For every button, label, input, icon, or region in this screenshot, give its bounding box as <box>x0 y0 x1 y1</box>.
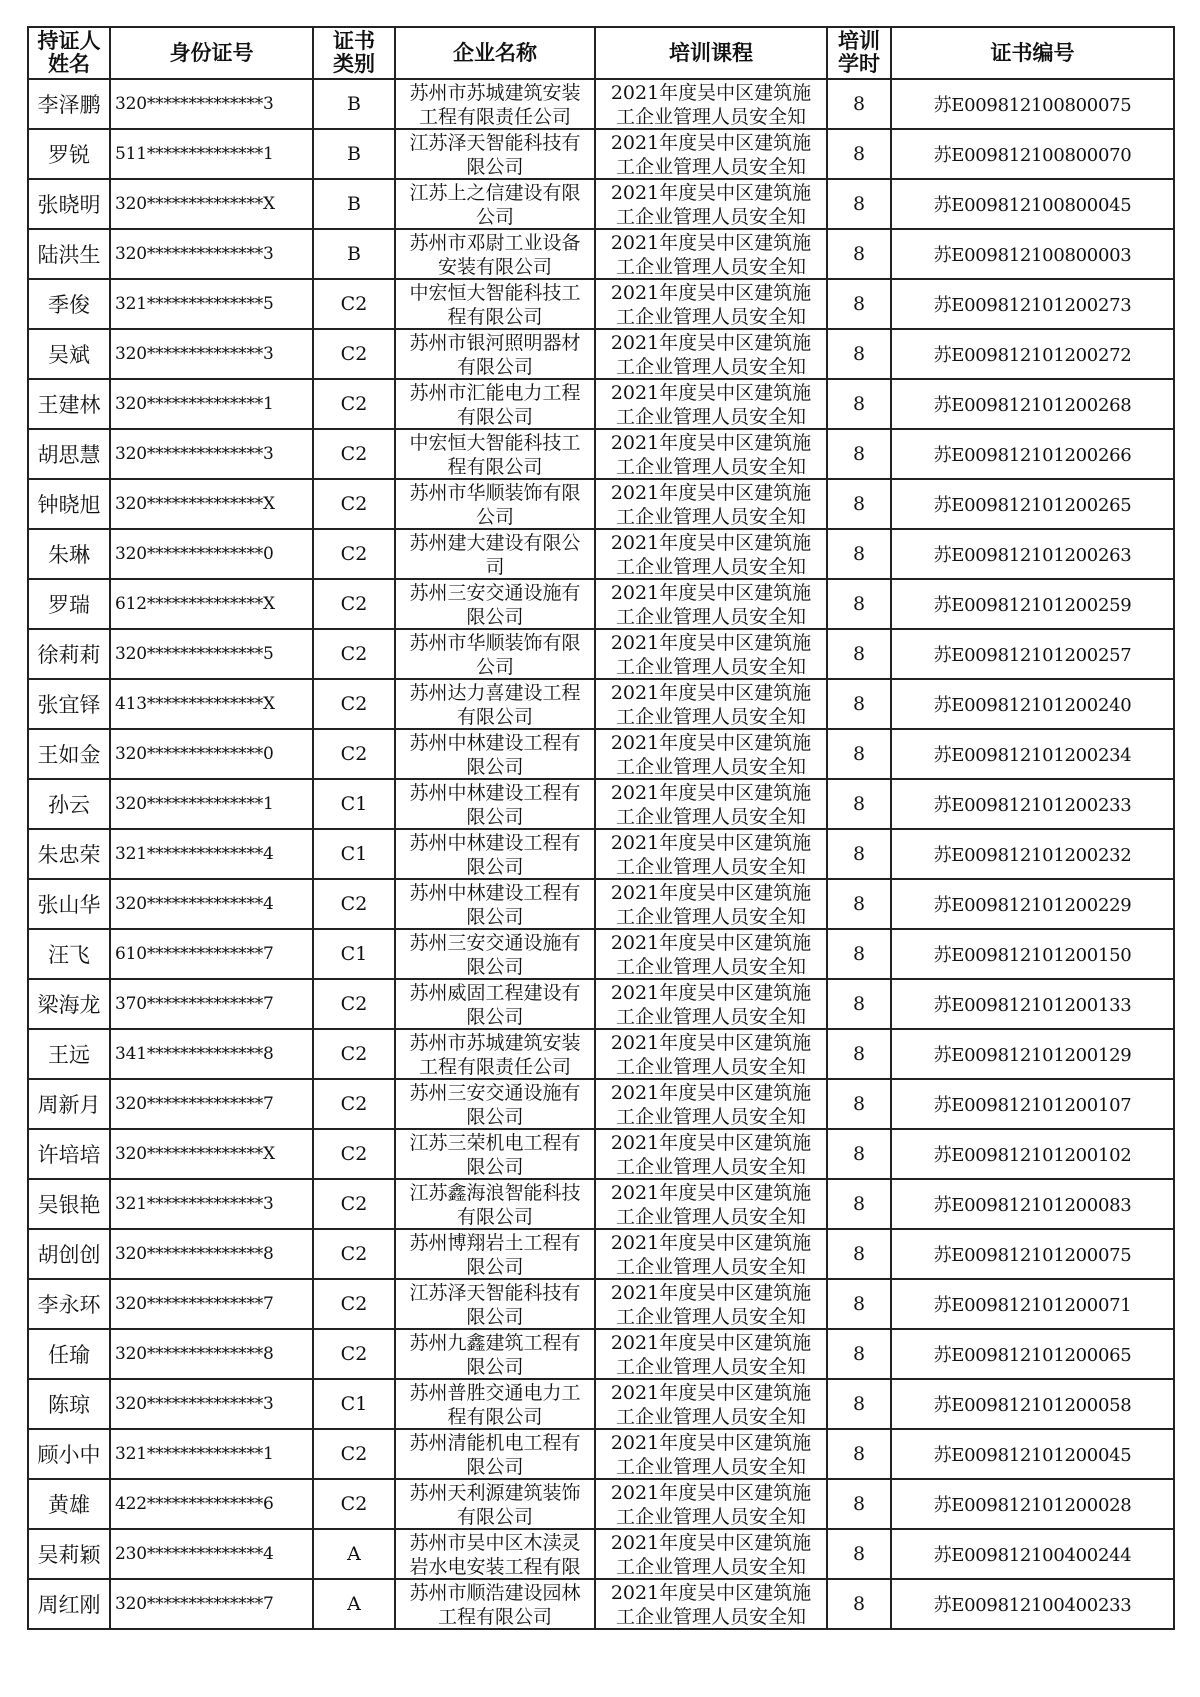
id-number: 320**************X <box>110 1129 313 1179</box>
holder-name: 王建林 <box>28 379 110 429</box>
cert-number: 苏E009812101200234 <box>891 729 1174 779</box>
training-hours: 8 <box>827 1029 891 1079</box>
training-course: 2021年度吴中区建筑施 工企业管理人员安全知 <box>595 1129 827 1179</box>
id-number: 320**************0 <box>110 729 313 779</box>
table-row <box>28 729 1174 779</box>
table-row <box>28 229 1174 279</box>
training-hours: 8 <box>827 479 891 529</box>
training-course: 2021年度吴中区建筑施 工企业管理人员安全知 <box>595 679 827 729</box>
holder-name: 张山华 <box>28 879 110 929</box>
cert-number: 苏E009812100800045 <box>891 179 1174 229</box>
table-row <box>28 679 1174 729</box>
id-number: 320**************3 <box>110 1379 313 1429</box>
cert-category: C2 <box>313 879 395 929</box>
company-name: 苏州达力喜建设工程 有限公司 <box>395 679 595 729</box>
holder-name: 徐莉莉 <box>28 629 110 679</box>
training-course: 2021年度吴中区建筑施 工企业管理人员安全知 <box>595 929 827 979</box>
header-training-course: 培训课程 <box>595 27 827 79</box>
holder-name: 李永环 <box>28 1279 110 1329</box>
cert-number: 苏E009812101200133 <box>891 979 1174 1029</box>
cert-category: C2 <box>313 429 395 479</box>
cert-number: 苏E009812101200240 <box>891 679 1174 729</box>
cert-category: C2 <box>313 279 395 329</box>
company-name: 江苏泽天智能科技有 限公司 <box>395 129 595 179</box>
id-number: 612**************X <box>110 579 313 629</box>
training-hours: 8 <box>827 129 891 179</box>
holder-name: 李泽鹏 <box>28 79 110 129</box>
training-course: 2021年度吴中区建筑施 工企业管理人员安全知 <box>595 829 827 879</box>
cert-number: 苏E009812101200229 <box>891 879 1174 929</box>
training-hours: 8 <box>827 1379 891 1429</box>
training-course: 2021年度吴中区建筑施 工企业管理人员安全知 <box>595 1529 827 1579</box>
table-row <box>28 1529 1174 1579</box>
holder-name: 张晓明 <box>28 179 110 229</box>
company-name: 苏州三安交通设施有 限公司 <box>395 929 595 979</box>
training-course: 2021年度吴中区建筑施 工企业管理人员安全知 <box>595 179 827 229</box>
training-course: 2021年度吴中区建筑施 工企业管理人员安全知 <box>595 1429 827 1479</box>
company-name: 中宏恒大智能科技工 程有限公司 <box>395 429 595 479</box>
table-row <box>28 1579 1174 1629</box>
table-row <box>28 1129 1174 1179</box>
id-number: 320**************3 <box>110 329 313 379</box>
id-number: 320**************1 <box>110 779 313 829</box>
header-company-name: 企业名称 <box>395 27 595 79</box>
cert-category: B <box>313 79 395 129</box>
id-number: 320**************X <box>110 179 313 229</box>
training-hours: 8 <box>827 179 891 229</box>
company-name: 苏州清能机电工程有 限公司 <box>395 1429 595 1479</box>
training-course: 2021年度吴中区建筑施 工企业管理人员安全知 <box>595 1229 827 1279</box>
holder-name: 梁海龙 <box>28 979 110 1029</box>
id-number: 321**************3 <box>110 1179 313 1229</box>
id-number: 320**************1 <box>110 379 313 429</box>
training-course: 2021年度吴中区建筑施 工企业管理人员安全知 <box>595 779 827 829</box>
training-course: 2021年度吴中区建筑施 工企业管理人员安全知 <box>595 979 827 1029</box>
company-name: 苏州三安交通设施有 限公司 <box>395 579 595 629</box>
header-cert-number: 证书编号 <box>891 27 1174 79</box>
cert-category: C2 <box>313 329 395 379</box>
training-hours: 8 <box>827 629 891 679</box>
holder-name: 周红刚 <box>28 1579 110 1629</box>
holder-name: 周新月 <box>28 1079 110 1129</box>
holder-name: 朱忠荣 <box>28 829 110 879</box>
cert-category: C2 <box>313 1029 395 1079</box>
cert-category: C2 <box>313 1179 395 1229</box>
company-name: 苏州市汇能电力工程 有限公司 <box>395 379 595 429</box>
training-course: 2021年度吴中区建筑施 工企业管理人员安全知 <box>595 1029 827 1079</box>
training-course: 2021年度吴中区建筑施 工企业管理人员安全知 <box>595 479 827 529</box>
cert-number: 苏E009812101200266 <box>891 429 1174 479</box>
table-row <box>28 379 1174 429</box>
company-name: 苏州市华顺装饰有限 公司 <box>395 629 595 679</box>
cert-category: C1 <box>313 829 395 879</box>
training-course: 2021年度吴中区建筑施 工企业管理人员安全知 <box>595 1279 827 1329</box>
training-hours: 8 <box>827 779 891 829</box>
training-course: 2021年度吴中区建筑施 工企业管理人员安全知 <box>595 729 827 779</box>
header-row <box>28 27 1174 79</box>
cert-category: C2 <box>313 579 395 629</box>
company-name: 苏州市邓尉工业设备 安装有限公司 <box>395 229 595 279</box>
company-name: 江苏三荣机电工程有 限公司 <box>395 1129 595 1179</box>
cert-number: 苏E009812101200102 <box>891 1129 1174 1179</box>
holder-name: 吴莉颖 <box>28 1529 110 1579</box>
training-course: 2021年度吴中区建筑施 工企业管理人员安全知 <box>595 529 827 579</box>
id-number: 320**************0 <box>110 529 313 579</box>
table-row <box>28 1229 1174 1279</box>
id-number: 341**************8 <box>110 1029 313 1079</box>
table-row <box>28 829 1174 879</box>
table-row <box>28 129 1174 179</box>
training-hours: 8 <box>827 579 891 629</box>
cert-category: C2 <box>313 1329 395 1379</box>
cert-category: C1 <box>313 779 395 829</box>
cert-number: 苏E009812100400244 <box>891 1529 1174 1579</box>
id-number: 320**************8 <box>110 1329 313 1379</box>
cert-category: C1 <box>313 1379 395 1429</box>
holder-name: 王如金 <box>28 729 110 779</box>
holder-name: 吴斌 <box>28 329 110 379</box>
holder-name: 胡创创 <box>28 1229 110 1279</box>
id-number: 320**************7 <box>110 1079 313 1129</box>
table-row <box>28 479 1174 529</box>
training-course: 2021年度吴中区建筑施 工企业管理人员安全知 <box>595 129 827 179</box>
holder-name: 罗瑞 <box>28 579 110 629</box>
cert-category: B <box>313 179 395 229</box>
table-row <box>28 329 1174 379</box>
training-hours: 8 <box>827 729 891 779</box>
cert-number: 苏E009812101200233 <box>891 779 1174 829</box>
cert-number: 苏E009812100800070 <box>891 129 1174 179</box>
training-course: 2021年度吴中区建筑施 工企业管理人员安全知 <box>595 429 827 479</box>
cert-category: C2 <box>313 1129 395 1179</box>
table-row <box>28 179 1174 229</box>
table-row <box>28 979 1174 1029</box>
cert-number: 苏E009812101200058 <box>891 1379 1174 1429</box>
training-hours: 8 <box>827 229 891 279</box>
company-name: 苏州中林建设工程有 限公司 <box>395 879 595 929</box>
training-hours: 8 <box>827 1529 891 1579</box>
id-number: 320**************7 <box>110 1579 313 1629</box>
holder-name: 季俊 <box>28 279 110 329</box>
id-number: 320**************3 <box>110 429 313 479</box>
cert-category: C2 <box>313 979 395 1029</box>
table-row <box>28 279 1174 329</box>
company-name: 苏州建大建设有限公 司 <box>395 529 595 579</box>
company-name: 苏州博翔岩土工程有 限公司 <box>395 1229 595 1279</box>
company-name: 江苏鑫海浪智能科技 有限公司 <box>395 1179 595 1229</box>
training-hours: 8 <box>827 1179 891 1229</box>
cert-number: 苏E009812101200045 <box>891 1429 1174 1479</box>
training-hours: 8 <box>827 679 891 729</box>
id-number: 320**************5 <box>110 629 313 679</box>
holder-name: 孙云 <box>28 779 110 829</box>
id-number: 321**************1 <box>110 1429 313 1479</box>
training-hours: 8 <box>827 1229 891 1279</box>
table-row <box>28 1279 1174 1329</box>
cert-number: 苏E009812101200273 <box>891 279 1174 329</box>
cert-number: 苏E009812101200065 <box>891 1329 1174 1379</box>
table-row <box>28 1479 1174 1529</box>
cert-category: B <box>313 129 395 179</box>
company-name: 苏州九鑫建筑工程有 限公司 <box>395 1329 595 1379</box>
training-hours: 8 <box>827 929 891 979</box>
training-course: 2021年度吴中区建筑施 工企业管理人员安全知 <box>595 1379 827 1429</box>
table-row <box>28 579 1174 629</box>
training-course: 2021年度吴中区建筑施 工企业管理人员安全知 <box>595 879 827 929</box>
cert-number: 苏E009812101200265 <box>891 479 1174 529</box>
cert-number: 苏E009812101200150 <box>891 929 1174 979</box>
header-holder-name: 持证人 姓名 <box>28 27 110 79</box>
table-row <box>28 79 1174 129</box>
training-hours: 8 <box>827 1129 891 1179</box>
cert-number: 苏E009812100800003 <box>891 229 1174 279</box>
table-row <box>28 1179 1174 1229</box>
holder-name: 钟晓旭 <box>28 479 110 529</box>
company-name: 苏州中林建设工程有 限公司 <box>395 829 595 879</box>
holder-name: 陆洪生 <box>28 229 110 279</box>
certificate-table <box>27 26 1175 1630</box>
cert-category: C2 <box>313 1229 395 1279</box>
company-name: 中宏恒大智能科技工 程有限公司 <box>395 279 595 329</box>
training-hours: 8 <box>827 1329 891 1379</box>
table-row <box>28 1029 1174 1079</box>
table-row <box>28 1429 1174 1479</box>
id-number: 230**************4 <box>110 1529 313 1579</box>
training-hours: 8 <box>827 279 891 329</box>
cert-category: C1 <box>313 929 395 979</box>
id-number: 511**************1 <box>110 129 313 179</box>
holder-name: 陈琼 <box>28 1379 110 1429</box>
table-row <box>28 879 1174 929</box>
training-hours: 8 <box>827 329 891 379</box>
cert-number: 苏E009812100400233 <box>891 1579 1174 1629</box>
id-number: 422**************6 <box>110 1479 313 1529</box>
cert-category: C2 <box>313 679 395 729</box>
id-number: 321**************4 <box>110 829 313 879</box>
training-course: 2021年度吴中区建筑施 工企业管理人员安全知 <box>595 379 827 429</box>
cert-category: A <box>313 1579 395 1629</box>
table-row <box>28 1379 1174 1429</box>
training-course: 2021年度吴中区建筑施 工企业管理人员安全知 <box>595 329 827 379</box>
table-row <box>28 779 1174 829</box>
training-course: 2021年度吴中区建筑施 工企业管理人员安全知 <box>595 579 827 629</box>
table-row <box>28 1079 1174 1129</box>
holder-name: 罗锐 <box>28 129 110 179</box>
id-number: 321**************5 <box>110 279 313 329</box>
training-course: 2021年度吴中区建筑施 工企业管理人员安全知 <box>595 79 827 129</box>
company-name: 苏州市银河照明器材 有限公司 <box>395 329 595 379</box>
training-course: 2021年度吴中区建筑施 工企业管理人员安全知 <box>595 1579 827 1629</box>
cert-number: 苏E009812101200028 <box>891 1479 1174 1529</box>
id-number: 370**************7 <box>110 979 313 1029</box>
company-name: 苏州天利源建筑装饰 有限公司 <box>395 1479 595 1529</box>
company-name: 苏州市苏城建筑安装 工程有限责任公司 <box>395 1029 595 1079</box>
training-hours: 8 <box>827 379 891 429</box>
training-hours: 8 <box>827 1579 891 1629</box>
training-hours: 8 <box>827 1079 891 1129</box>
cert-number: 苏E009812101200259 <box>891 579 1174 629</box>
cert-number: 苏E009812101200071 <box>891 1279 1174 1329</box>
cert-category: C2 <box>313 529 395 579</box>
header-cert-category: 证书 类别 <box>313 27 395 79</box>
holder-name: 吴银艳 <box>28 1179 110 1229</box>
training-hours: 8 <box>827 1479 891 1529</box>
cert-number: 苏E009812101200107 <box>891 1079 1174 1129</box>
table-row <box>28 929 1174 979</box>
company-name: 苏州中林建设工程有 限公司 <box>395 779 595 829</box>
id-number: 320**************3 <box>110 229 313 279</box>
holder-name: 黄雄 <box>28 1479 110 1529</box>
company-name: 苏州中林建设工程有 限公司 <box>395 729 595 779</box>
id-number: 610**************7 <box>110 929 313 979</box>
cert-category: C2 <box>313 1429 395 1479</box>
id-number: 320**************7 <box>110 1279 313 1329</box>
training-course: 2021年度吴中区建筑施 工企业管理人员安全知 <box>595 1479 827 1529</box>
table-row <box>28 1329 1174 1379</box>
holder-name: 顾小中 <box>28 1429 110 1479</box>
header-id-number: 身份证号 <box>110 27 313 79</box>
company-name: 苏州普胜交通电力工 程有限公司 <box>395 1379 595 1429</box>
id-number: 320**************X <box>110 479 313 529</box>
training-course: 2021年度吴中区建筑施 工企业管理人员安全知 <box>595 629 827 679</box>
training-course: 2021年度吴中区建筑施 工企业管理人员安全知 <box>595 1079 827 1129</box>
training-hours: 8 <box>827 1279 891 1329</box>
cert-number: 苏E009812101200075 <box>891 1229 1174 1279</box>
cert-number: 苏E009812100800075 <box>891 79 1174 129</box>
cert-category: C2 <box>313 1479 395 1529</box>
training-hours: 8 <box>827 429 891 479</box>
holder-name: 许培培 <box>28 1129 110 1179</box>
training-hours: 8 <box>827 879 891 929</box>
training-hours: 8 <box>827 1429 891 1479</box>
training-course: 2021年度吴中区建筑施 工企业管理人员安全知 <box>595 279 827 329</box>
company-name: 江苏泽天智能科技有 限公司 <box>395 1279 595 1329</box>
holder-name: 任瑜 <box>28 1329 110 1379</box>
cert-category: A <box>313 1529 395 1579</box>
cert-category: C2 <box>313 379 395 429</box>
id-number: 320**************8 <box>110 1229 313 1279</box>
id-number: 413**************X <box>110 679 313 729</box>
table-row <box>28 429 1174 479</box>
table-row <box>28 629 1174 679</box>
cert-category: C2 <box>313 479 395 529</box>
cert-category: C2 <box>313 1279 395 1329</box>
cert-number: 苏E009812101200129 <box>891 1029 1174 1079</box>
training-course: 2021年度吴中区建筑施 工企业管理人员安全知 <box>595 229 827 279</box>
cert-category: B <box>313 229 395 279</box>
company-name: 苏州三安交通设施有 限公司 <box>395 1079 595 1129</box>
cert-category: C2 <box>313 629 395 679</box>
company-name: 苏州威固工程建设有 限公司 <box>395 979 595 1029</box>
cert-number: 苏E009812101200083 <box>891 1179 1174 1229</box>
holder-name: 张宜铎 <box>28 679 110 729</box>
company-name: 苏州市华顺装饰有限 公司 <box>395 479 595 529</box>
cert-category: C2 <box>313 729 395 779</box>
cert-category: C2 <box>313 1079 395 1129</box>
cert-number: 苏E009812101200272 <box>891 329 1174 379</box>
training-hours: 8 <box>827 829 891 879</box>
holder-name: 朱琳 <box>28 529 110 579</box>
company-name: 苏州市吴中区木渎灵 岩水电安装工程有限 <box>395 1529 595 1579</box>
company-name: 苏州市苏城建筑安装 工程有限责任公司 <box>395 79 595 129</box>
table-row <box>28 529 1174 579</box>
header-training-hours: 培训 学时 <box>827 27 891 79</box>
holder-name: 汪飞 <box>28 929 110 979</box>
training-course: 2021年度吴中区建筑施 工企业管理人员安全知 <box>595 1179 827 1229</box>
training-hours: 8 <box>827 529 891 579</box>
training-hours: 8 <box>827 979 891 1029</box>
id-number: 320**************4 <box>110 879 313 929</box>
id-number: 320**************3 <box>110 79 313 129</box>
cert-number: 苏E009812101200263 <box>891 529 1174 579</box>
cert-number: 苏E009812101200257 <box>891 629 1174 679</box>
holder-name: 王远 <box>28 1029 110 1079</box>
cert-number: 苏E009812101200268 <box>891 379 1174 429</box>
company-name: 江苏上之信建设有限 公司 <box>395 179 595 229</box>
cert-number: 苏E009812101200232 <box>891 829 1174 879</box>
training-hours: 8 <box>827 79 891 129</box>
training-course: 2021年度吴中区建筑施 工企业管理人员安全知 <box>595 1329 827 1379</box>
company-name: 苏州市顺浩建设园林 工程有限公司 <box>395 1579 595 1629</box>
holder-name: 胡思慧 <box>28 429 110 479</box>
